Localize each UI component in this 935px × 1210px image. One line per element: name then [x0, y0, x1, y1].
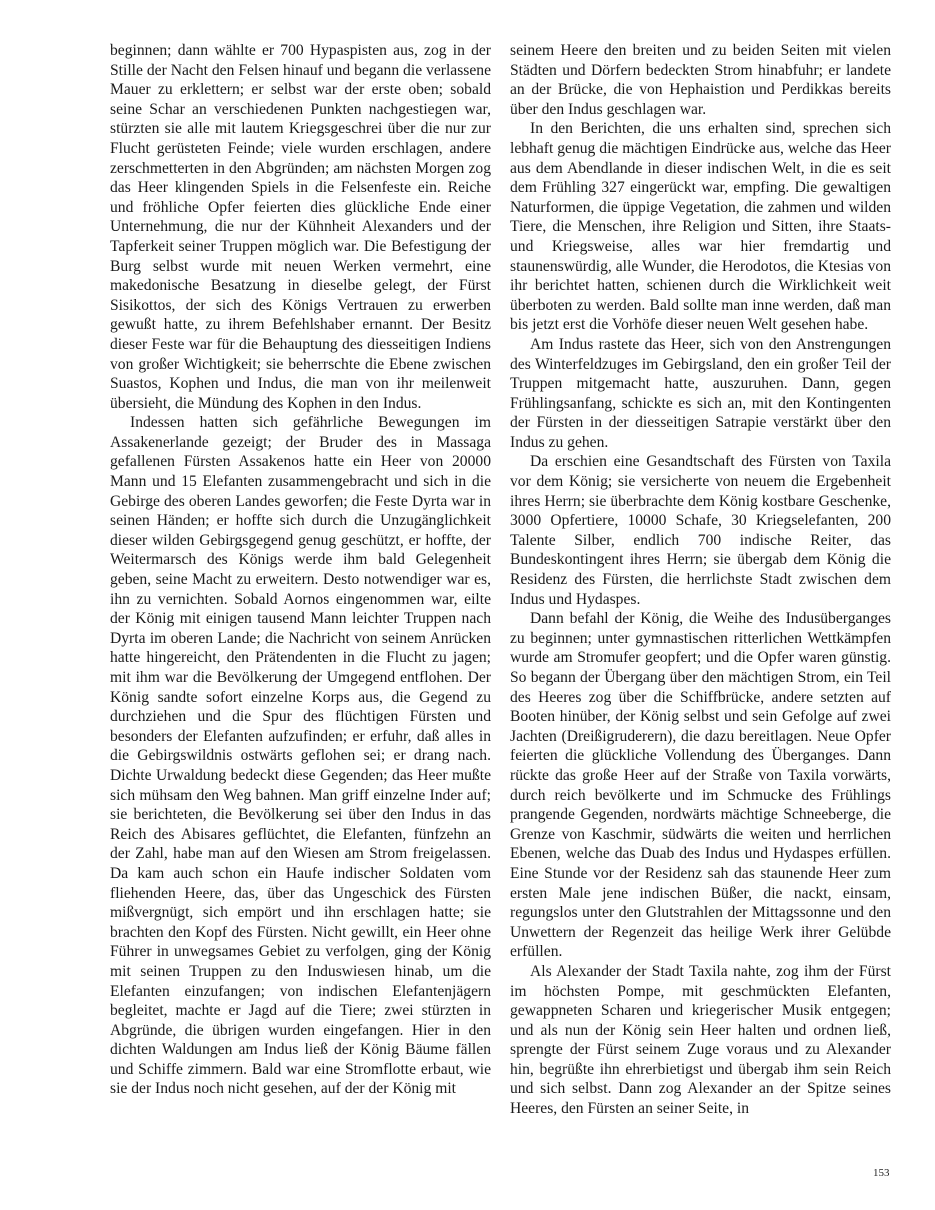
right-text-column: [510, 41, 891, 1119]
paragraph: seinem Heere den breiten und zu beiden Seiten mit vielen Städten und Dörfern bedeckten Strom hinabfuhr; er landete an der Brücke, die von Hephaistion und Perdikkas bereits über den Indus geschlagen war.: [510, 42, 891, 118]
paragraph: In den Berichten, die uns erhalten sind, sprechen sich lebhaft genug die mächtigen Eindrücke aus, welche das Heer aus dem Abendlande in dieser indischen Welt, in die es seit dem Frühling 327 eingerückt war, empfing. Die gewaltigen Naturformen, die üppige Vegetation, die zahmen und wilden Tiere, die Menschen, ihre Religion und Sitten, ihre Staats- und Kriegsweise, alles war hier fremdartig und staunenswürdig, alle Wunder, die Herodotos, die Ktesias von ihr berichtet hatten, schienen durch die Wirklichkeit weit überboten zu werden. Bald sollte man inne werden, daß man bis jetzt erst die Vorhöfe dieser neuen Welt gesehen habe.: [510, 120, 891, 334]
paragraph: Dann befahl der König, die Weihe des Indusüberganges zu beginnen; unter gymnastischen ritterlichen Wettkämpfen wurde am Stromufer geopfert; und die Opfer waren günstig. So begann der Übergang über den mächtigen Strom, ein Teil des Heeres zog über die Schiffbrücke, andere setzten auf Booten hinüber, der König selbst und sein Gefolge auf zwei Jachten (Dreißigruderern), die dazu bereitlagen. Neue Opfer feierten die glückliche Vollendung des Überganges. Dann rückte das große Heer auf der Straße von Taxila vorwärts, durch reich bevölkerte und im Schmucke des Frühlings prangende Gegenden, nordwärts mächtige Schneeberge, die Grenze von Kaschmir, südwärts die weiten und herrlichen Ebenen, welche das Duab des Indus und Hydaspes erfüllen. Eine Stunde vor der Residenz sah das staunende Heer zum ersten Male jene indischen Büßer, die nackt, einsam, regungslos unter den Glutstrahlen der Mittagssonne und den Unwettern der Regenzeit das heilige Werk ihrer Gelübde erfüllen.: [510, 610, 891, 961]
left-text-column: [110, 41, 491, 1099]
paragraph: Als Alexander der Stadt Taxila nahte, zog ihm der Fürst im höchsten Pompe, mit geschmückten Elefanten, gewappneten Scharen und kriegerischer Musik entgegen; und als nun der König sein Heer halten und ordnen ließ, sprengte der Fürst seinem Zuge voraus und zu Alexander hin, begrüßte ihn ehrerbietigst und übergab ihm sein Reich und sich selbst. Dann zog Alexander an der Spitze seines Heeres, den Fürsten an seiner Seite, in: [510, 962, 891, 1118]
paragraph: beginnen; dann wählte er 700 Hypaspisten aus, zog in der Stille der Nacht den Felsen hinauf und begann die verlassene Mauer zu erklettern; er selbst war der erste oben; sobald seine Schar an verschiedenen Punkten nachgestiegen war, stürzten sie alle mit lautem Kriegsgeschrei über die nur zur Flucht gerüsteten Feinde; viele wurden erschlagen, andere zerschmetterten in den Abgründen; am nächsten Morgen zog das Heer klingenden Spiels in die Felsenfeste ein. Reiche und fröhliche Opfer feierten dies glückliche Ende einer Unternehmung, die nur der Kühnheit Alexanders und der Tapferkeit seiner Truppen möglich war. Die Befestigung der Burg selbst wurde mit neuen Werken vermehrt, eine makedonische Besatzung in dieselbe gelegt, der Fürst Sisikottos, der sich des Königs Vertrauen zu erwerben gewußt hatte, zu ihrem Befehlshaber ernannt. Der Besitz dieser Feste war für die Behauptung des diesseitigen Indiens von großer Wichtigkeit; sie beherrschte die Ebene zwischen Suastos, Kophen und Indus, die man von ihr meilenweit übersieht, die Mündung des Kophen in den Indus.: [110, 42, 491, 412]
paragraph: Da erschien eine Gesandtschaft des Fürsten von Taxila vor dem König; sie versicherte von neuem die Ergebenheit ihres Herrn; sie überbrachte dem König kostbare Geschenke, 3000 Opfertiere, 10000 Schafe, 30 Kriegselefanten, 200 Talente Silber, endlich 700 indische Reiter, das Bundeskontingent ihres Herrn; sie übergab dem König die Residenz des Fürsten, die herrlichste Stadt zwischen dem Indus und Hydaspes.: [510, 453, 891, 608]
paragraph: Indessen hatten sich gefährliche Bewegungen im Assakenerlande gezeigt; der Bruder des in Massaga gefallenen Fürsten Assakenos hatte ein Heer von 20000 Mann und 15 Elefanten zusammengebracht und sich in die Gebirge des oberen Landes geworfen; die Feste Dyrta war in seinen Händen; er hoffte sich durch die Unzugänglichkeit dieser wilden Gebirgsgegend genug geschützt, er hoffte, der Weitermarsch des Königs werde ihm bald Gelegenheit geben, seine Macht zu erweitern. Desto notwendiger war es, ihn zu vernichten. Sobald Aornos eingenommen war, eilte der König mit einigen tausend Mann leichter Truppen nach Dyrta im oberen Lande; die Nachricht von seinem Anrücken hatte hingereicht, den Prätendenten in die Flucht zu jagen; mit ihm war die Bevölkerung der Umgegend entflohen. Der König sandte sofort einzelne Korps aus, die Gegend zu durchziehen und die Spur des flüchtigen Fürsten und besonders der Elefanten aufzufinden; er erfuhr, daß alles in die Gebirgswildnis ostwärts geflohen sei; er drang nach. Dichte Urwaldung bedeckt diese Gegenden; das Heer mußte sich mühsam den Weg bahnen. Man griff einzelne Inder auf; sie berichteten, die Bevölkerung sei über den Indus in das Reich des Abisares geflüchtet, die Elefanten, fünfzehn an der Zahl, habe man auf den Wiesen am Strom freigelassen. Da kam auch schon ein Haufe indischer Soldaten vom fliehenden Heere, das, über das Ungeschick des Fürsten mißvergnügt, sich empört und ihn erschlagen hatte; sie brachten den Kopf des Fürsten. Nicht gewillt, ein Heer ohne Führer in unwegsames Gebiet zu verfolgen, ging der König mit seinen Truppen zu den Induswiesen hinab, um die Elefanten einzufangen; von indischen Elefantenjägern begleitet, machte er Jagd auf die Tiere; zwei stürzten in Abgründe, die übrigen wurden eingefangen. Hier in den dichten Waldungen am Indus ließ der König Bäume fällen und Schiffe zimmern. Bald war eine Stromflotte erbaut, wie sie der Indus noch nicht gesehen, auf der der König mit: [110, 414, 491, 1098]
page-number: 153: [873, 1167, 890, 1179]
paragraph: Am Indus rastete das Heer, sich von den Anstrengungen des Winterfeldzuges im Gebirgsland, den ein großer Teil der Truppen mitgemacht hatte, auszuruhen. Dann, gegen Frühlingsanfang, schickte es sich an, mit den Kontingenten der Fürsten in der diesseitigen Satrapie verstärkt über den Indus zu gehen.: [510, 335, 891, 451]
